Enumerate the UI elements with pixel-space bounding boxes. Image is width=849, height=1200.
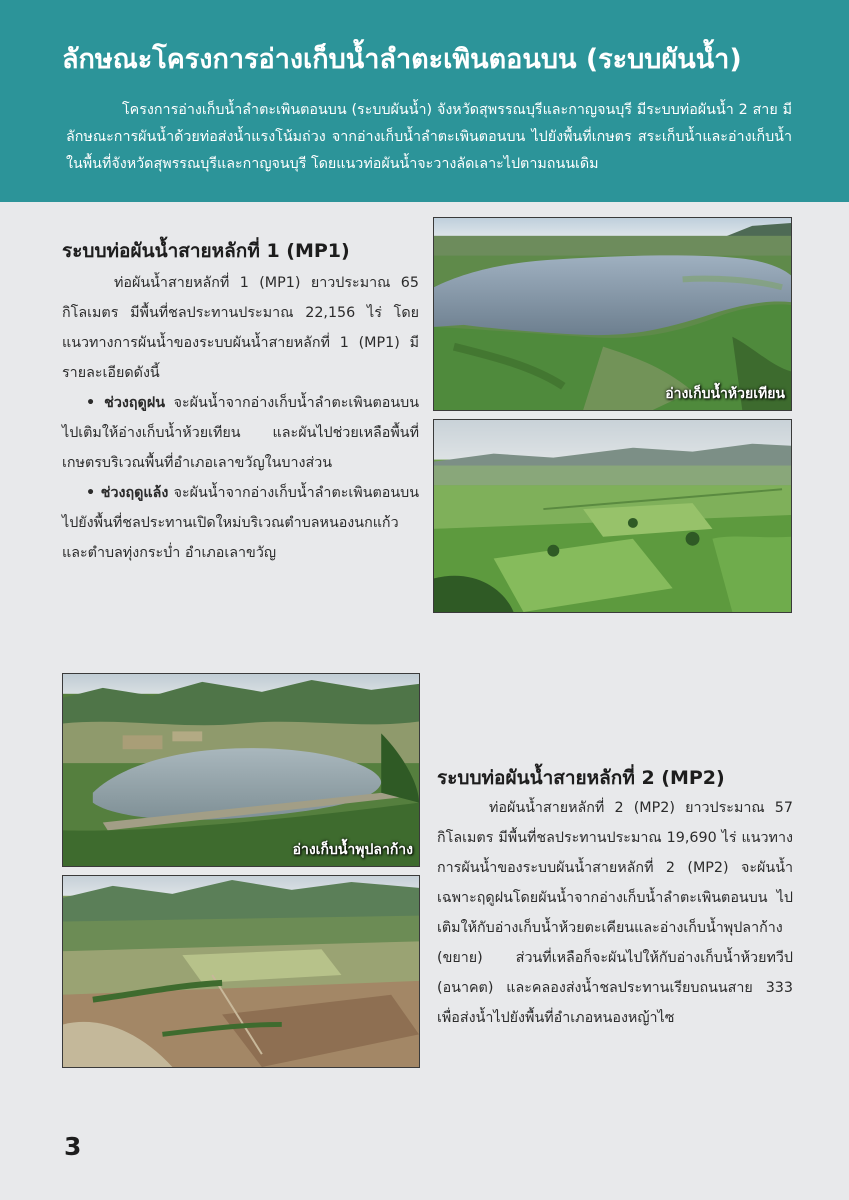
caption-huai-thian: อ่างเก็บน้ำห้วยเทียน [665, 386, 785, 402]
reservoir-aerial-image [434, 218, 791, 410]
mp1-bullet-dry-text: จะผันน้ำจากอ่างเก็บน้ำลำตะเพินตอนบนไปยังพื้นที่ชลประทานเปิดใหม่บริเวณตำบลหนองนกแก้ว และตำบลทุ่งกระบ่ำ อำเภอเลาขวัญ [62, 485, 419, 561]
mp2-paragraph: ท่อผันน้ำสายหลักที่ 2 (MP2) ยาวประมาณ 57 กิโลเมตร มีพื้นที่ชลประทานประมาณ 19,690 ไร่ แนวทางการผันน้ำของระบบผันน้ำสายหลักที่ 2 (MP2) จะผันน้ำเฉพาะฤดูฝนโดยผันน้ำจากอ่างเก็บน้ำลำตะเพินตอนบน ไปเติมให้กับอ่างเก็บน้ำห้วยตะเคียนและอ่างเก็บน้ำพุปลาก้าง (ขยาย) ส่วนที่เหลือก็จะผันไปให้กับอ่างเก็บน้ำห้วยทวีป (อนาคต) และคลองส่งน้ำชลประทานเรียบถนนสาย 333 เพื่อส่งน้ำไปยังพื้นที่อำเภอหนองหญ้าไซ [437, 800, 793, 1026]
mp1-body [62, 268, 419, 568]
farmland-mountain-image [63, 876, 419, 1067]
mp1-paragraph: ท่อผันน้ำสายหลักที่ 1 (MP1) ยาวประมาณ 65 กิโลเมตร มีพื้นที่ชลประทานประมาณ 22,156 ไร่ โดยแนวทางการผันน้ำของระบบผันน้ำสายหลักที่ 1 (MP1) มีรายละเอียดดังนี้ [62, 275, 419, 381]
caption-phu-pla-kang: อ่างเก็บน้ำพุปลาก้าง [292, 842, 413, 858]
photo-phu-pla-kang-reservoir [62, 673, 420, 867]
mp2-heading: ระบบท่อผันน้ำสายหลักที่ 2 (MP2) [437, 767, 725, 789]
mp1-bullet-rainy [62, 388, 419, 478]
reservoir-mountain-image [63, 674, 419, 866]
mp1-bullet-dry [62, 478, 419, 568]
mp1-bullet-rainy-text: จะผันน้ำจากอ่างเก็บน้ำลำตะเพินตอนบนไปเติมให้อ่างเก็บน้ำห้วยเทียน และผันไปช่วยเหลือพื้นที่เกษตรบริเวณพื้นที่อำเภอเลาขวัญในบางส่วน [62, 395, 419, 471]
header-band [0, 0, 849, 202]
photo-farmland-aerial [433, 419, 792, 613]
photo-farmland-mountains [62, 875, 420, 1068]
photo-huai-thian-reservoir [433, 217, 792, 411]
mp2-body [437, 793, 793, 1033]
farmland-aerial-image [434, 420, 791, 612]
intro-paragraph: โครงการอ่างเก็บน้ำลำตะเพินตอนบน (ระบบผันน้ำ) จังหวัดสุพรรณบุรีและกาญจนบุรี มีระบบท่อผันน้ำ 2 สาย มีลักษณะการผันน้ำด้วยท่อส่งน้ำแรงโน้มถ่วง จากอ่างเก็บน้ำลำตะเพินตอนบน ไปยังพื้นที่เกษตร สระเก็บน้ำและอ่างเก็บน้ำในพื้นที่จังหวัดสุพรรณบุรีและกาญจนบุรี โดยแนวท่อผันน้ำจะวางลัดเลาะไปตามถนนเดิม [66, 102, 792, 172]
page-number: 3 [64, 1132, 82, 1161]
mp1-bullet-rainy-label: • ช่วงฤดูฝน [86, 395, 165, 411]
mp1-heading: ระบบท่อผันน้ำสายหลักที่ 1 (MP1) [62, 240, 350, 262]
page-title: ลักษณะโครงการอ่างเก็บน้ำลำตะเพินตอนบน (ระบบผันน้ำ) [62, 44, 742, 75]
mp1-bullet-dry-label: • ช่วงฤดูแล้ง [86, 485, 169, 501]
